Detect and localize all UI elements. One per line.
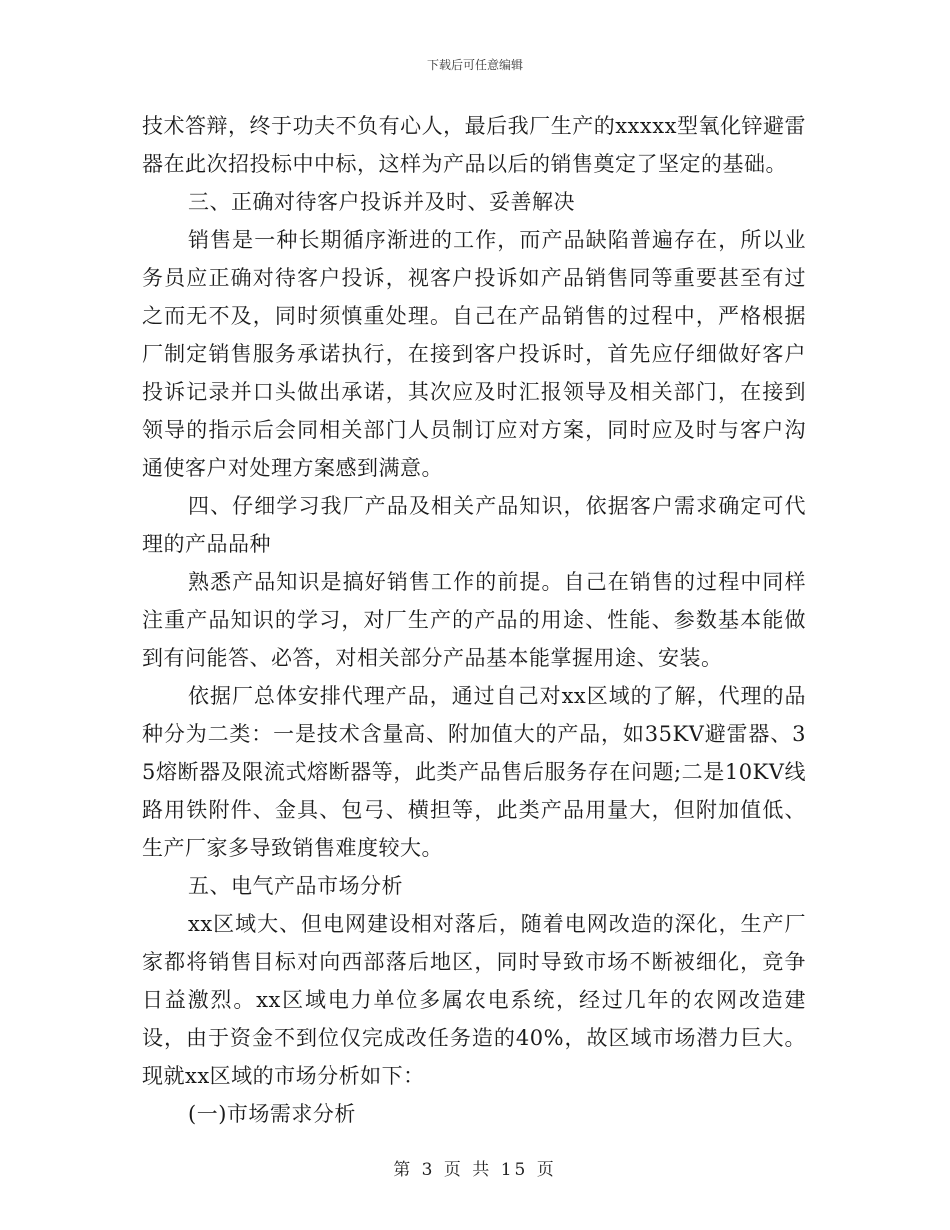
section-heading: 四、仔细学习我厂产品及相关产品知识，依据客户需求确定可代理的产品品种 (142, 494, 806, 556)
page-header: 下载后可任意编辑 (426, 58, 523, 72)
paragraph: 技术答辩，终于功夫不负有心人，最后我厂生产的xxxxx型氧化锌避雷器在此次招投标中中标，这样为产品以后的销售奠定了坚定的基础。 (142, 114, 806, 176)
subsection-heading: (一)市场需求分析 (188, 1102, 356, 1126)
paragraph: xx区域大、但电网建设相对落后，随着电网改造的深化，生产厂家都将销售目标对向西部落后地区，同时导致市场不断被细化，竞争日益激烈。xx区域电力单位多属农电系统，经过几年的农网改造建设，由于资金不到位仅完成改任务造的40%，故区域市场潜力巨大。现就xx区域的市场分析如下： (142, 912, 806, 1088)
paragraph: 销售是一种长期循序渐进的工作，而产品缺陷普遍存在，所以业务员应正确对待客户投诉，视客户投诉如产品销售同等重要甚至有过之而无不及，同时须慎重处理。自己在产品销售的过程中，严格根据厂制定销售服务承诺执行，在接到客户投诉时，首先应仔细做好客户投诉记录并口头做出承诺，其次应及时汇报领导及相关部门，在接到领导的指示后会同相关部门人员制订应对方案，同时应及时与客户沟通使客户对处理方案感到满意。 (142, 228, 806, 480)
page-number: 第 3 页 共 15 页 (393, 1160, 557, 1180)
paragraph: 熟悉产品知识是搞好销售工作的前提。自己在销售的过程中同样注重产品知识的学习，对厂生产的产品的用途、性能、参数基本能做到有问能答、必答，对相关部分产品基本能掌握用途、安装。 (142, 570, 806, 670)
document-body (142, 107, 806, 1133)
section-heading: 三、正确对待客户投诉并及时、妥善解决 (188, 190, 575, 214)
section-heading: 五、电气产品市场分析 (188, 874, 403, 898)
paragraph: 依据厂总体安排代理产品，通过自己对xx区域的了解，代理的品种分为二类：一是技术含量高、附加值大的产品，如35KV避雷器、35熔断器及限流式熔断器等，此类产品售后服务存在问题;二是10KV线路用铁附件、金具、包弓、横担等，此类产品用量大，但附加值低、生产厂家多导致销售难度较大。 (142, 684, 806, 860)
